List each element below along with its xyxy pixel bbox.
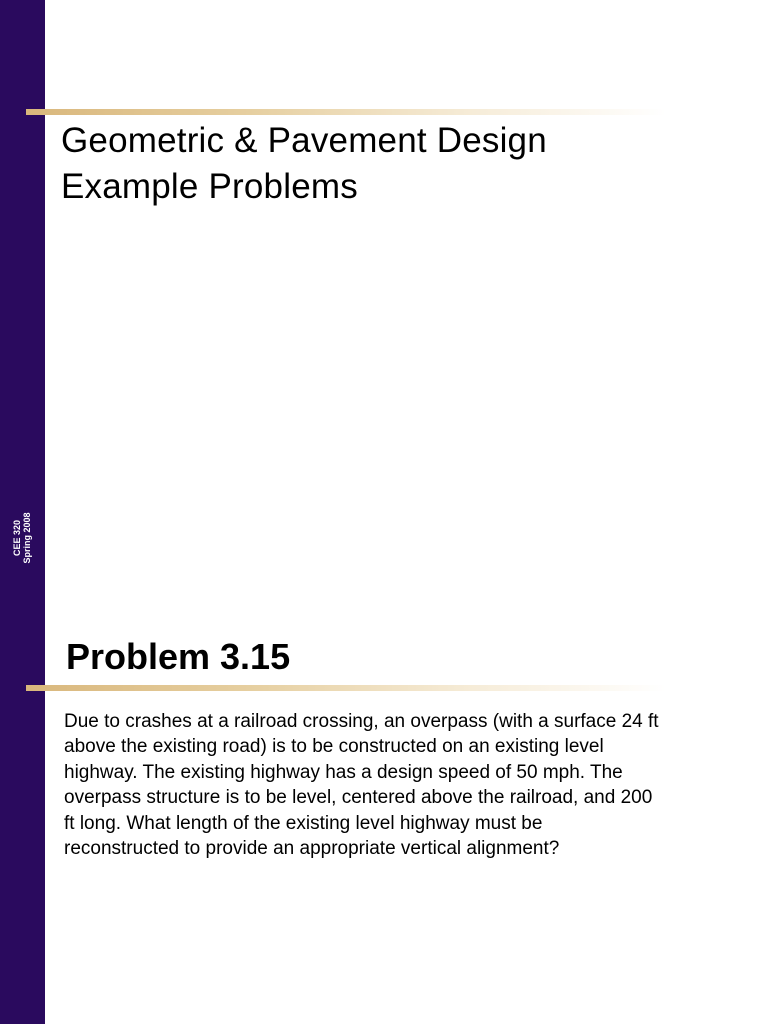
problem-line-5: ft long. What length of the existing level highway must be xyxy=(64,812,543,834)
problem-line-6: reconstructed to provide an appropriate vertical alignment? xyxy=(64,838,560,860)
course-code: CEE 320 xyxy=(12,519,22,557)
slide-title-line-1: Geometric & Pavement Design xyxy=(61,121,547,160)
slide-title-line-2: Example Problems xyxy=(61,167,358,206)
problem-line-2: above the existing road) is to be constructed on an existing level xyxy=(64,736,604,758)
problem-line-4: overpass structure is to be level, centered above the railroad, and 200 xyxy=(64,787,653,809)
title-divider-top xyxy=(26,109,666,115)
problem-line-3: highway. The existing highway has a design speed of 50 mph. The xyxy=(64,761,623,783)
problem-statement xyxy=(64,709,754,861)
problem-line-1: Due to crashes at a railroad crossing, an overpass (with a surface 24 ft xyxy=(64,711,659,732)
problem-divider xyxy=(26,685,666,691)
course-term: Spring 2008 xyxy=(22,512,32,564)
problem-title: Problem 3.15 xyxy=(66,636,291,677)
slide-title xyxy=(61,118,547,210)
sidebar-course-caption xyxy=(12,512,32,563)
